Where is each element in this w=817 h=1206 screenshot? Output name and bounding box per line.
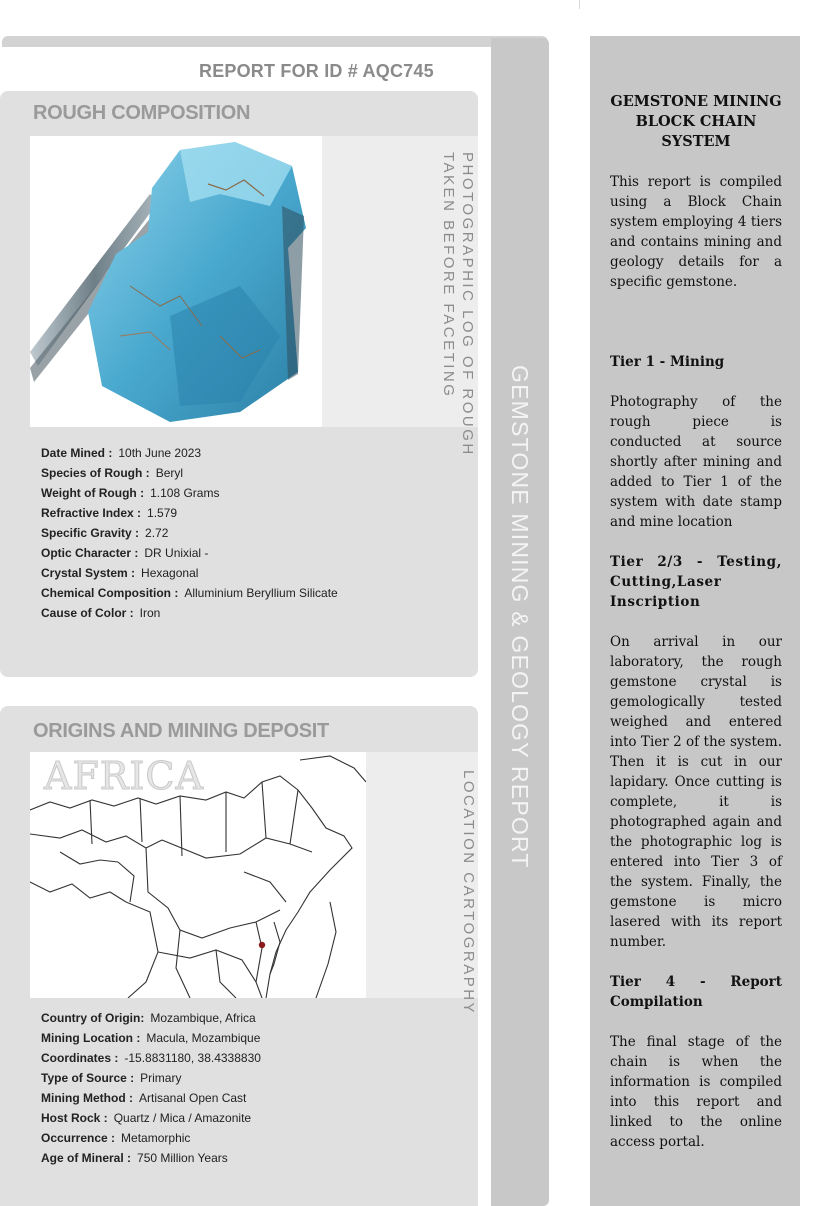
rough-composition-heading: ROUGH COMPOSITION xyxy=(33,102,251,124)
map-caption-vertical: LOCATION CARTOGRAPHY xyxy=(460,770,477,1016)
rough-details-list xyxy=(41,443,338,623)
detail-species: Species of Rough : Beryl xyxy=(41,466,184,480)
tier1-heading: Tier 1 - Mining xyxy=(610,354,725,370)
detail-age-of-mineral: Age of Mineral : 750 Million Years xyxy=(41,1151,228,1165)
photo-caption-vertical: PHOTOGRAPHIC LOG OF ROUGH TAKEN BEFORE FACETING xyxy=(440,152,476,457)
detail-host-rock: Host Rock : Quartz / Mica / Amazonite xyxy=(41,1111,252,1125)
detail-type-of-source: Type of Source : Primary xyxy=(41,1071,182,1085)
detail-weight: Weight of Rough : 1.108 Grams xyxy=(41,486,220,500)
detail-specific-gravity: Specific Gravity : 2.72 xyxy=(41,526,169,540)
rough-photo xyxy=(30,136,322,427)
report-id-title: REPORT FOR ID # AQC745 xyxy=(199,61,434,81)
detail-country: Country of Origin: Mozambique, Africa xyxy=(41,1011,256,1025)
mine-location-marker xyxy=(259,942,265,948)
tier4-text: The final stage of the chain is when the information is compiled into this report and linked to the online access portal. xyxy=(610,1034,782,1150)
detail-chemical-composition: Chemical Composition : Alluminium Beryllium Silicate xyxy=(41,586,338,600)
sidebar-intro: This report is compiled using a Block Chain system employing 4 tiers and contains mining and geology details for a specific gemstone. xyxy=(610,174,782,290)
aquamarine-rough-image xyxy=(30,136,322,427)
africa-map xyxy=(30,752,366,998)
detail-crystal-system: Crystal System : Hexagonal xyxy=(41,566,199,580)
detail-optic-character: Optic Character : DR Unixial - xyxy=(41,546,209,560)
sidebar-title: GEMSTONE MINING BLOCK CHAIN SYSTEM xyxy=(610,93,782,150)
header-bar xyxy=(2,36,548,47)
detail-mining-location: Mining Location : Macula, Mozambique xyxy=(41,1031,261,1045)
origin-details-list xyxy=(41,1008,261,1168)
detail-occurrence: Occurrence : Metamorphic xyxy=(41,1131,191,1145)
detail-mining-method: Mining Method : Artisanal Open Cast xyxy=(41,1091,247,1105)
tier1-text: Photography of the rough piece is conducted at source shortly after mining and added to Tier 1 of the system with date stamp and mine location xyxy=(610,394,782,530)
tier4-heading: Tier 4 - Report Compilation xyxy=(610,974,782,1010)
spine-title: GEMSTONE MINING & GEOLOGY REPORT xyxy=(507,365,533,869)
detail-refractive-index: Refractive Index : 1.579 xyxy=(41,506,178,520)
detail-cause-of-color: Cause of Color : Iron xyxy=(41,606,161,620)
top-divider-tick xyxy=(579,0,580,9)
map-africa-label: AFRICA xyxy=(44,754,204,798)
tier23-text: On arrival in our laboratory, the rough gemstone crystal is gemologically tested weighed and entered into Tier 2 of the system. Then it is cut in our lapidary. Once cutting is complete, it is photographed again and the photographic log is entered into Tier 3 of the system. Finally, the gemstone is micro lasered with its report number. xyxy=(610,634,782,950)
detail-date-mined: Date Mined : 10th June 2023 xyxy=(41,446,202,460)
tier23-heading: Tier 2/3 - Testing, Cutting,Laser Inscription xyxy=(610,554,782,610)
detail-coordinates: Coordinates : -15.8831180, 38.4338830 xyxy=(41,1051,261,1065)
origins-heading: ORIGINS AND MINING DEPOSIT xyxy=(33,720,329,742)
